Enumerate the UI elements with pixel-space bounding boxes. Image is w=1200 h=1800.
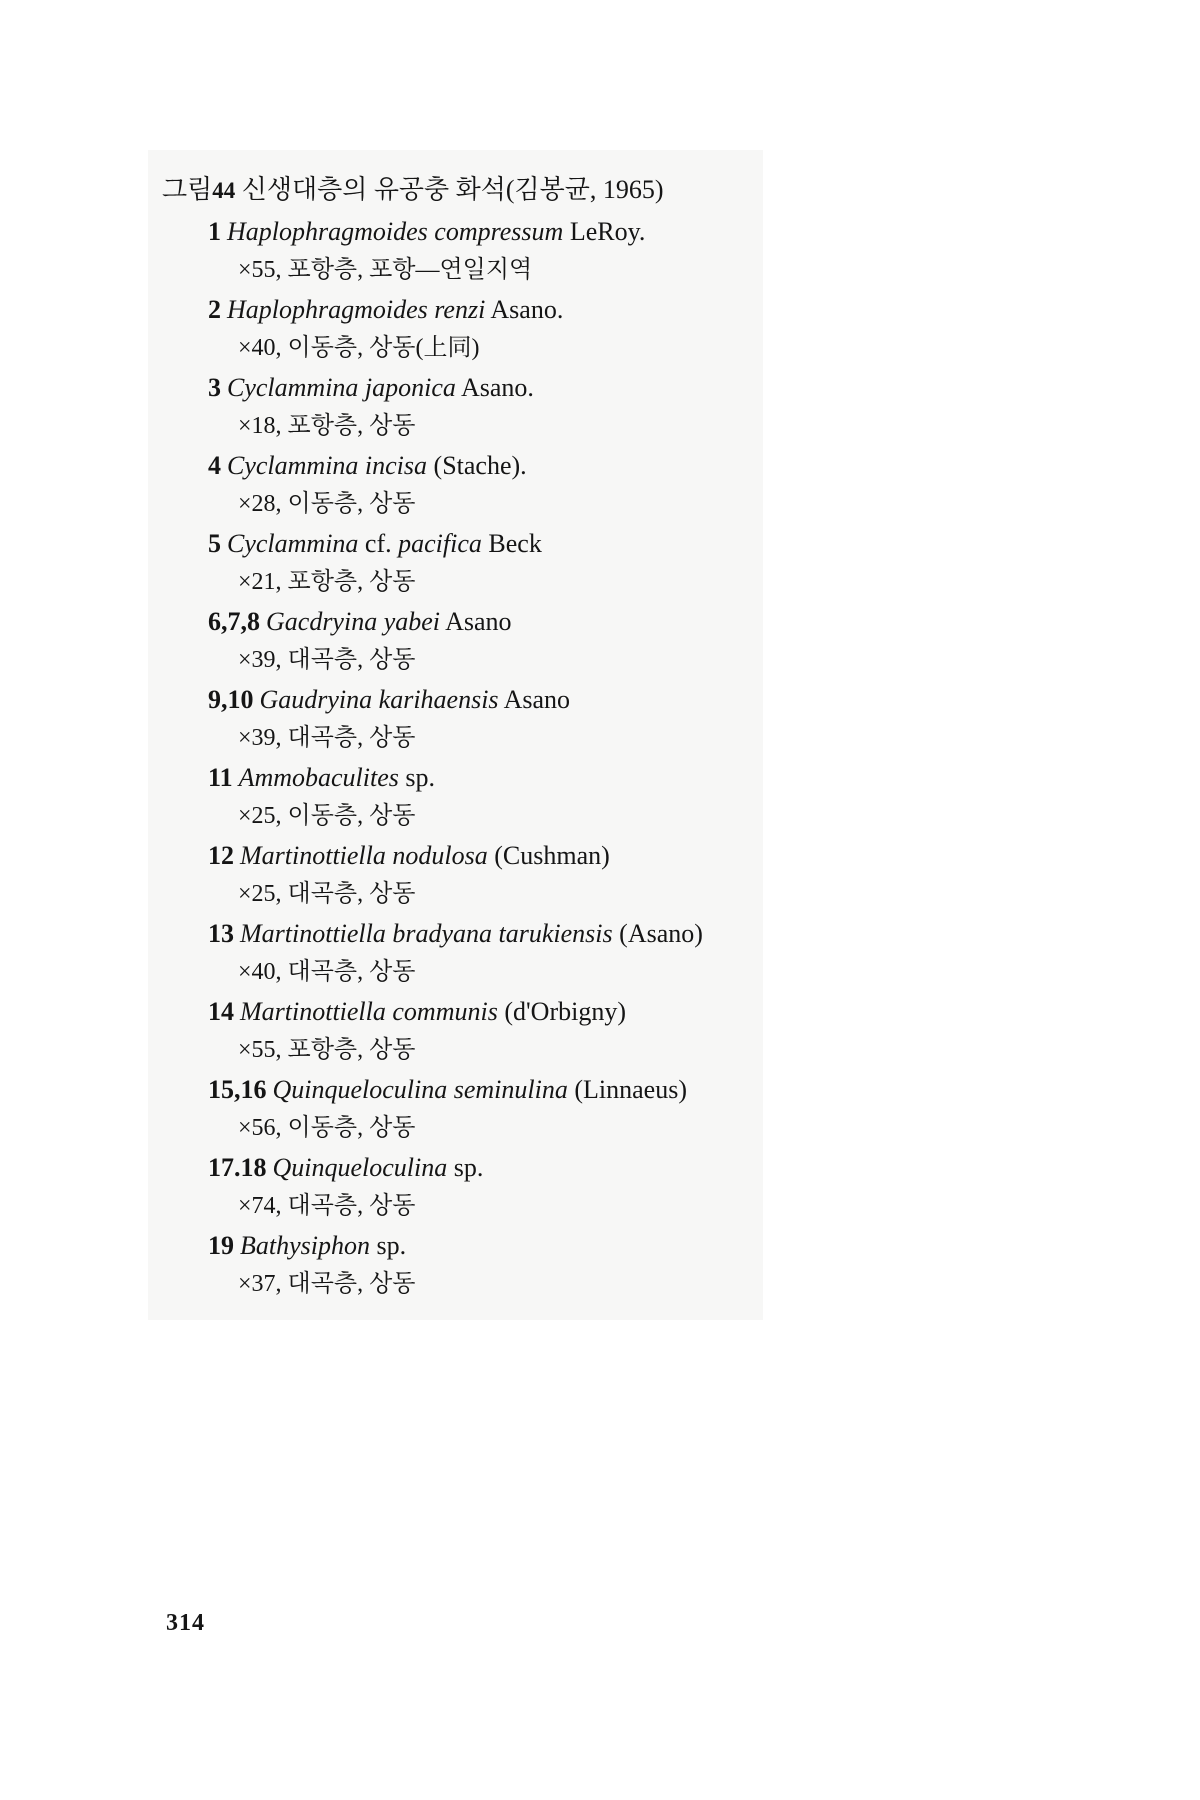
species-name: Gacdryina yabei xyxy=(266,607,441,636)
specimen-entry xyxy=(208,446,862,524)
species-line xyxy=(208,524,862,563)
species-line xyxy=(208,680,862,719)
species-line xyxy=(208,1070,862,1109)
species-name: Quinqueloculina xyxy=(272,1153,448,1182)
specimen-detail: ×37, 대곡층, 상동 xyxy=(238,1271,416,1297)
species-author: Asano. xyxy=(490,295,564,324)
species-author: Asano xyxy=(503,685,571,714)
species-author: Asano xyxy=(445,607,512,636)
species-name: Cyclammina incisa xyxy=(227,451,428,480)
species-name: Martinottiella bradyana tarukiensis xyxy=(240,919,613,948)
figure-number: 3 xyxy=(208,373,221,402)
species-line xyxy=(208,602,862,641)
species-line xyxy=(208,836,862,875)
figure-number: 9,10 xyxy=(208,685,254,714)
specimen-detail: ×55, 포항층, 포항—연일지역 xyxy=(238,257,533,283)
species-line xyxy=(208,1226,862,1265)
specimen-entry xyxy=(208,524,862,602)
species-line xyxy=(208,368,862,407)
specimen-detail: ×39, 대곡층, 상동 xyxy=(238,725,416,751)
caption-prefix: 그림 xyxy=(162,175,213,204)
species-name: Martinottiella communis xyxy=(240,997,498,1026)
specimen-list xyxy=(162,212,862,1304)
specimen-detail: ×25, 이동층, 상동 xyxy=(238,803,416,829)
species-line xyxy=(208,914,862,953)
page-number: 314 xyxy=(166,1610,205,1636)
specimen-detail: ×18, 포항층, 상동 xyxy=(238,413,416,439)
species-author: (Stache). xyxy=(433,451,527,480)
species-author: sp. xyxy=(376,1231,407,1260)
figure-number: 5 xyxy=(208,529,221,558)
specimen-detail: ×40, 대곡층, 상동 xyxy=(238,959,416,985)
figure-number: 14 xyxy=(208,997,234,1026)
figure-number: 11 xyxy=(208,763,233,792)
species-name: Ammobaculites xyxy=(238,763,399,792)
species-author: (Linnaeus) xyxy=(574,1075,687,1104)
species-line xyxy=(208,290,862,329)
figure-caption xyxy=(162,168,862,212)
species-name: Haplophragmoides compressum xyxy=(227,217,564,246)
species-line xyxy=(208,212,862,251)
species-name: Haplophragmoides renzi xyxy=(227,295,486,324)
specimen-entry xyxy=(208,992,862,1070)
species-name: Cyclammina japonica xyxy=(227,373,456,402)
species-name: Cyclammina xyxy=(227,529,359,558)
caption-number: 44 xyxy=(212,178,236,203)
figure-caption-block xyxy=(162,168,862,1304)
species-author: (Asano) xyxy=(619,919,703,948)
specimen-entry xyxy=(208,368,862,446)
specimen-detail: ×55, 포항층, 상동 xyxy=(238,1037,416,1063)
species-author: LeRoy. xyxy=(569,217,646,246)
figure-number: 6,7,8 xyxy=(208,607,260,636)
species-line xyxy=(208,446,862,485)
species-line xyxy=(208,992,862,1031)
specimen-detail: ×39, 대곡층, 상동 xyxy=(238,647,416,673)
specimen-detail: ×40, 이동층, 상동(上同) xyxy=(238,335,480,361)
specimen-detail: ×25, 대곡층, 상동 xyxy=(238,881,416,907)
specimen-entry xyxy=(208,290,862,368)
species-name: Gaudryina karihaensis xyxy=(259,685,499,714)
species-author: Asano. xyxy=(461,373,534,402)
specimen-detail: ×56, 이동층, 상동 xyxy=(238,1115,416,1141)
specimen-entry xyxy=(208,836,862,914)
specimen-entry xyxy=(208,1226,862,1304)
species-epithet: pacifica xyxy=(398,529,482,558)
species-qualifier: cf. xyxy=(364,529,392,558)
species-author: (Cushman) xyxy=(494,841,610,870)
species-author: sp. xyxy=(405,763,436,792)
figure-number: 19 xyxy=(208,1231,234,1260)
specimen-entry xyxy=(208,758,862,836)
specimen-entry xyxy=(208,602,862,680)
specimen-entry xyxy=(208,1070,862,1148)
species-name: Martinottiella nodulosa xyxy=(240,841,488,870)
figure-number: 2 xyxy=(208,295,221,324)
species-author: (d'Orbigny) xyxy=(504,997,626,1026)
species-line xyxy=(208,758,862,797)
figure-number: 4 xyxy=(208,451,221,480)
species-name: Bathysiphon xyxy=(240,1231,370,1260)
figure-number: 17.18 xyxy=(208,1153,267,1182)
species-author: Beck xyxy=(488,529,542,558)
specimen-entry xyxy=(208,914,862,992)
specimen-detail: ×21, 포항층, 상동 xyxy=(238,569,416,595)
species-line xyxy=(208,1148,862,1187)
figure-number: 12 xyxy=(208,841,234,870)
specimen-entry xyxy=(208,680,862,758)
species-name: Quinqueloculina seminulina xyxy=(272,1075,568,1104)
specimen-detail: ×74, 대곡층, 상동 xyxy=(238,1193,416,1219)
species-author: sp. xyxy=(453,1153,484,1182)
specimen-entry xyxy=(208,212,862,290)
caption-text: 신생대층의 유공충 화석(김봉균, 1965) xyxy=(241,175,664,204)
figure-number: 1 xyxy=(208,217,221,246)
figure-number: 15,16 xyxy=(208,1075,267,1104)
specimen-detail: ×28, 이동층, 상동 xyxy=(238,491,416,517)
specimen-entry xyxy=(208,1148,862,1226)
figure-number: 13 xyxy=(208,919,234,948)
